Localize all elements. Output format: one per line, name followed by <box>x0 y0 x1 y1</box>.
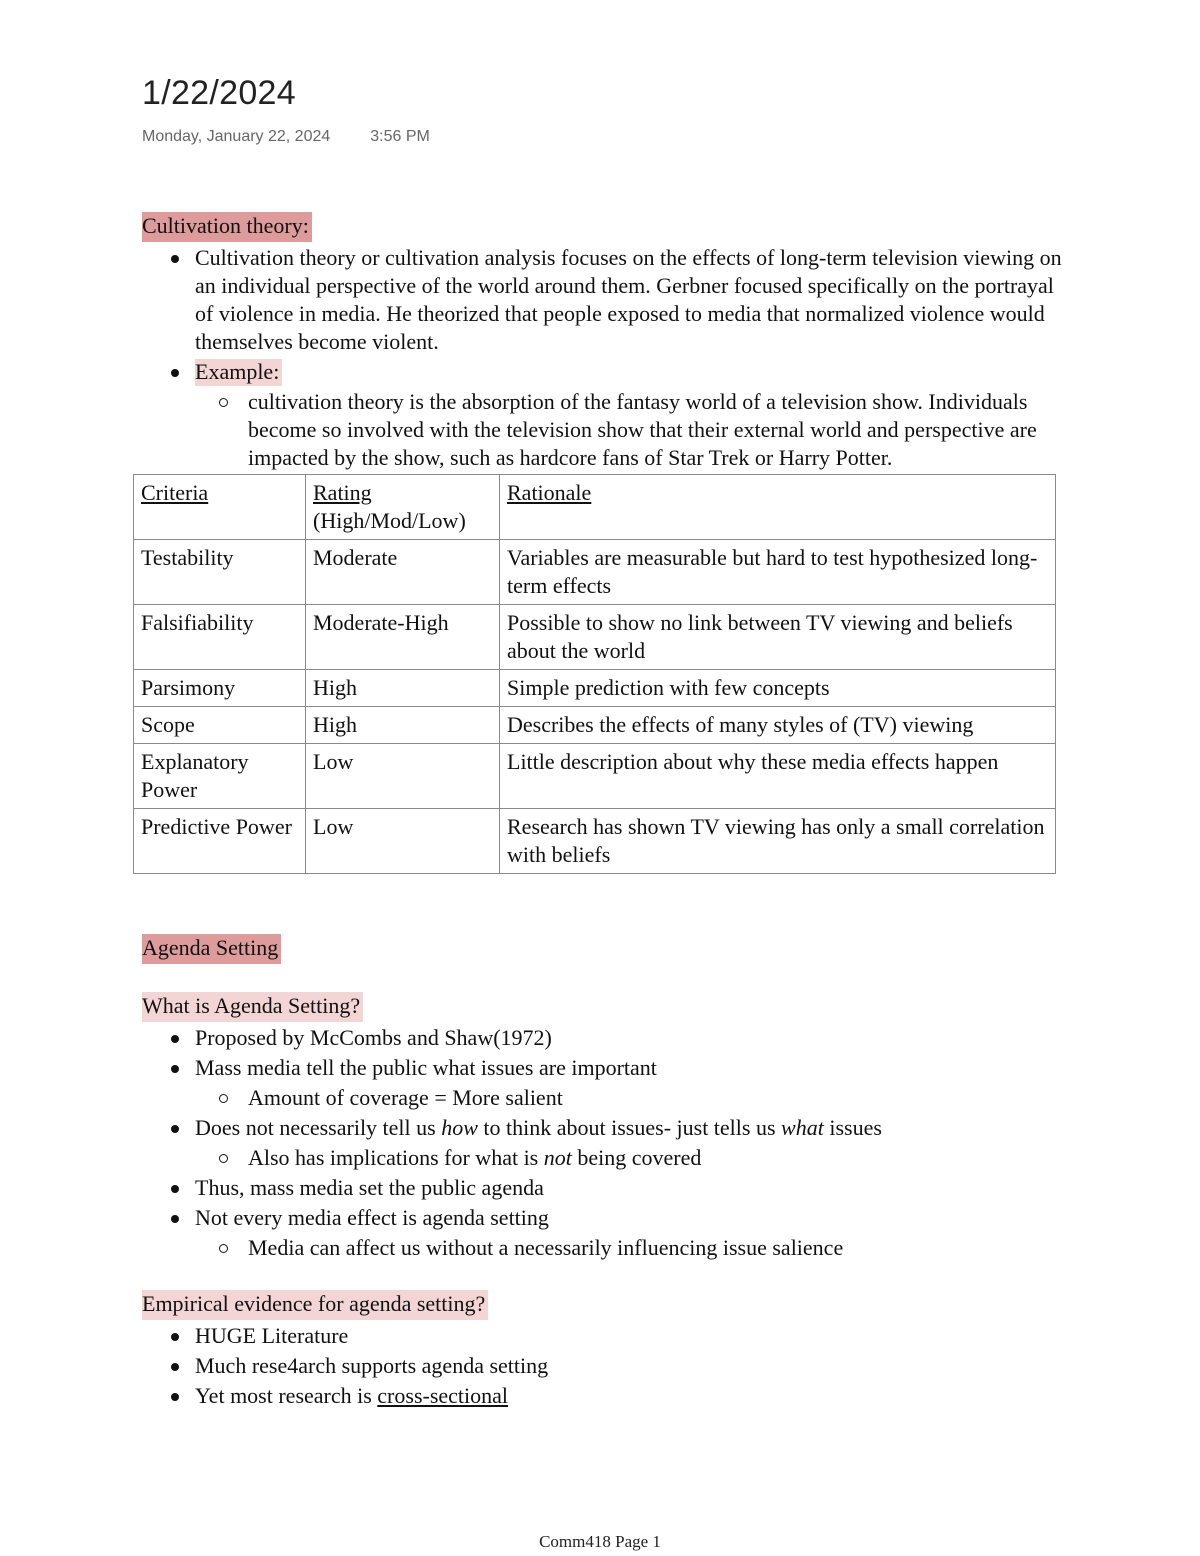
text-fragment: Does not necessarily tell us <box>195 1115 442 1140</box>
emphasis-text: what <box>781 1115 824 1140</box>
cell-rating: Moderate-High <box>306 605 500 670</box>
list-item: Thus, mass media set the public agenda <box>142 1174 1062 1202</box>
page-footer: Comm418 Page 1 <box>539 1532 661 1551</box>
page-meta <box>142 128 430 146</box>
underlined-text: cross-sectional <box>377 1383 509 1408</box>
header-rating: Rating (High/Mod/Low) <box>306 475 500 540</box>
text-fragment: Yet most research is <box>195 1383 378 1408</box>
list-item <box>142 1204 1062 1262</box>
list-item: Much rese4arch supports agenda setting <box>142 1352 1062 1380</box>
agenda-sublist <box>142 1234 1062 1262</box>
list-item <box>195 1144 1062 1172</box>
what-is-agenda-heading: What is Agenda Setting? <box>142 992 363 1022</box>
list-item: Proposed by McCombs and Shaw(1972) <box>142 1024 1062 1052</box>
agenda-heading: Agenda Setting <box>142 934 281 964</box>
list-item: Amount of coverage = More salient <box>195 1084 1062 1112</box>
cell-rating: High <box>306 707 500 744</box>
table-row <box>134 744 1056 809</box>
example-label: Example: <box>195 359 282 386</box>
list-item <box>142 1054 1062 1112</box>
cell-rationale: Possible to show no link between TV viewing and beliefs about the world <box>500 605 1056 670</box>
cultivation-list <box>142 244 1062 472</box>
list-item: Media can affect us without a necessarily influencing issue salience <box>195 1234 1062 1262</box>
cell-rationale: Little description about why these media effects happen <box>500 744 1056 809</box>
agenda-bullet-text: Not every media effect is agenda setting <box>195 1205 549 1230</box>
emphasis-text: not <box>543 1145 572 1170</box>
text-fragment: to think about issues- just tells us <box>477 1115 782 1140</box>
table-row <box>134 707 1056 744</box>
table-header-row <box>134 475 1056 540</box>
cell-rating: High <box>306 670 500 707</box>
cell-criteria: Testability <box>134 540 306 605</box>
evidence-heading: Empirical evidence for agenda setting? <box>142 1290 488 1320</box>
table-row <box>134 605 1056 670</box>
list-item: HUGE Literature <box>142 1322 1062 1350</box>
cultivation-heading: Cultivation theory: <box>142 212 312 242</box>
page-title: 1/22/2024 <box>142 74 296 112</box>
text-fragment: issues <box>823 1115 882 1140</box>
agenda-sublist <box>142 1144 1062 1172</box>
emphasis-text: how <box>441 1115 478 1140</box>
agenda-bullet-text: Mass media tell the public what issues are important <box>195 1055 657 1080</box>
agenda-sublist <box>142 1084 1062 1112</box>
header-rationale: Rationale <box>500 475 1056 540</box>
cell-rating: Moderate <box>306 540 500 605</box>
cell-rationale: Describes the effects of many styles of (TV) viewing <box>500 707 1056 744</box>
evidence-list <box>142 1322 1062 1410</box>
cell-rating: Low <box>306 809 500 874</box>
header-criteria: Criteria <box>134 475 306 540</box>
list-item <box>195 388 1062 472</box>
table-row <box>134 809 1056 874</box>
page-date: Monday, January 22, 2024 <box>142 128 331 145</box>
cell-rationale: Simple prediction with few concepts <box>500 670 1056 707</box>
cell-rating: Low <box>306 744 500 809</box>
table-row <box>134 540 1056 605</box>
cell-rationale: Variables are measurable but hard to test hypothesized long-term effects <box>500 540 1056 605</box>
cell-rationale: Research has shown TV viewing has only a small correlation with beliefs <box>500 809 1056 874</box>
cell-criteria: Explanatory Power <box>134 744 306 809</box>
cell-criteria: Parsimony <box>134 670 306 707</box>
cell-criteria: Scope <box>134 707 306 744</box>
page-time: 3:56 PM <box>370 128 430 145</box>
example-sublist <box>142 388 1062 472</box>
criteria-table <box>133 474 1056 874</box>
list-item <box>142 1114 1062 1172</box>
cultivation-bullet-text: Cultivation theory or cultivation analysis focuses on the effects of long-term television viewing on an individual perspective of the world around them. Gerbner focused specifically on the portrayal of violence in media. He theorized that people exposed to media that normalized violence would themselves become violent. <box>195 245 1062 354</box>
text-fragment: Also has implications for what is <box>248 1145 544 1170</box>
list-item <box>142 358 1062 472</box>
list-item <box>142 1382 1062 1410</box>
note-content <box>142 212 1062 1412</box>
table-row <box>134 670 1056 707</box>
list-item <box>142 244 1062 356</box>
agenda-list <box>142 1024 1062 1262</box>
cell-criteria: Falsifiability <box>134 605 306 670</box>
text-fragment: being covered <box>571 1145 702 1170</box>
cell-criteria: Predictive Power <box>134 809 306 874</box>
example-text: cultivation theory is the absorption of the fantasy world of a television show. Individuals become so involved with the television show that their external world and perspective are impacted by the show, such as hardcore fans of Star Trek or Harry Potter. <box>248 389 1037 470</box>
